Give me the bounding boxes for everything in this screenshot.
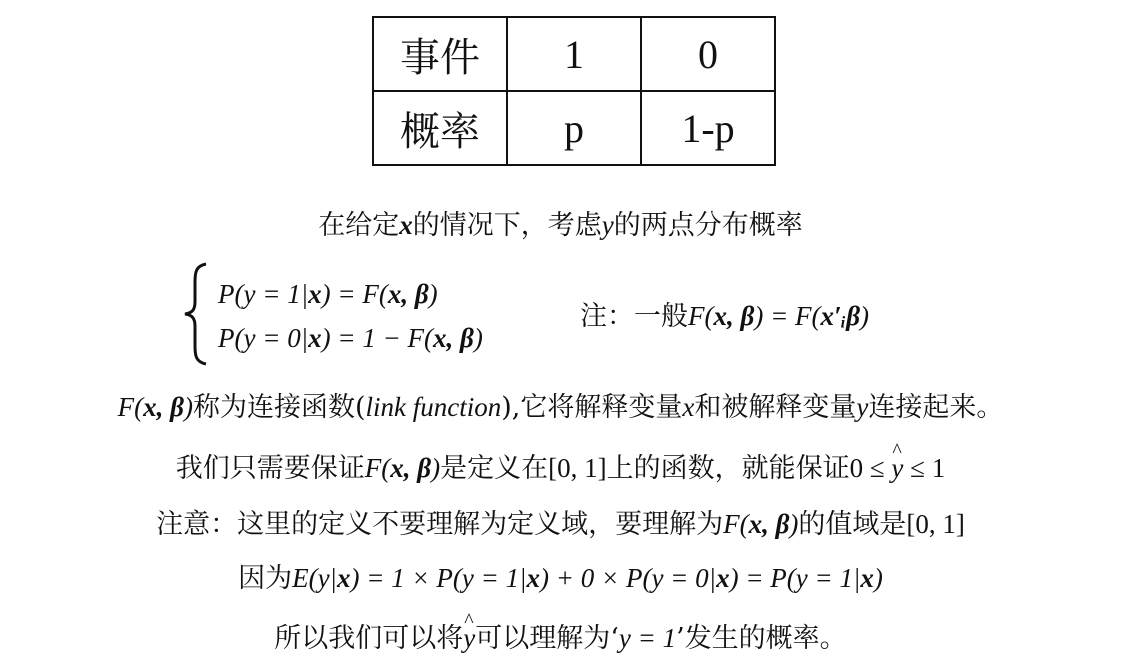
equation-1 [218,276,438,313]
eq-part: F( [723,509,749,539]
line-text: 和被解释变量 [694,392,857,423]
math-xi-beta: x′ᵢβ [820,301,861,331]
note-line [0,506,1121,543]
link-function-line [0,389,1121,426]
eq-part: ) = F( [321,279,388,309]
line-text: 称为连接函数( [192,392,366,423]
line-text: 上的函数，就能保证 [606,453,850,484]
eq-part: ) [428,279,438,309]
eq-part: ) [873,563,883,593]
line-text: 注意：这里的定义不要理解为定义域，要理解为 [156,509,724,540]
math-x: x [716,563,730,593]
math-x: x [308,323,322,353]
inequality-right: ≤ 1 [903,453,946,483]
eq-part: ) [789,509,799,539]
intro-text: 在给定 [318,210,400,241]
line-text: 的值域是 [798,509,907,540]
table-cell: 概率 [373,91,507,165]
eq-part: ) [473,323,483,353]
math-x-beta: x, β [390,453,432,483]
table-cell: 1 [507,17,641,91]
interval: [0, 1] [548,453,607,483]
line-text: 可以理解为‘ [475,623,619,654]
eq-part: P(y = 1| [218,279,309,309]
table-cell: 1-p [641,91,775,165]
eq-part: ) = P(y = 1| [729,563,861,593]
eq-part: ) = 1 × P(y = 1| [350,563,527,593]
line-text: 我们只需要保证 [175,453,365,484]
math-x: x [526,563,541,593]
guarantee-line [0,450,1121,487]
eq-part: ) = F( [754,301,821,331]
equation-note [580,298,869,335]
math-x-beta: x, β [713,301,755,331]
line-text: 因为 [238,563,293,594]
intro-text: 的两点分布概率 [613,210,803,241]
y-hat: ^ y [463,620,475,656]
math-x-beta: x, β [433,323,474,353]
eq-part: F( [688,301,714,331]
table-row [373,91,775,165]
eq-part: ) = 1 − F( [321,323,434,353]
line-text: ’发生的概率。 [676,623,847,654]
intro-text: 的情况下，考虑 [412,210,602,241]
math-x: x [308,279,322,309]
note-label: 注：一般 [580,301,688,332]
link-function-term: link function [365,392,502,422]
equation-2 [218,320,483,357]
left-brace-icon [182,262,210,366]
table-cell: 事件 [373,17,507,91]
eq-part: E(y| [292,563,337,593]
y-hat: ^ y [891,450,903,486]
math-y: y [856,392,869,422]
math-x: x [860,563,874,593]
interval: [0, 1] [906,509,965,539]
intro-line [0,207,1121,244]
eq-part: ) [860,301,870,331]
probability-table [372,16,776,166]
eq-part: P(y = 0| [218,323,309,353]
math-y-eq-1: y = 1 [618,623,677,653]
line-text: 所以我们可以将 [274,623,464,654]
math-x: x [682,392,695,422]
math-x-beta: x, β [143,392,184,422]
conclusion-line [0,620,1121,657]
line-text: 连接起来。 [868,392,1004,423]
line-text: ),它将解释变量 [501,392,683,423]
table-cell: 0 [641,17,775,91]
math-x-beta: x, β [387,279,429,309]
math-y: y [601,210,614,240]
eq-part: ) [431,453,441,483]
eq-part: ) [183,392,193,422]
math-x: x [399,210,413,240]
eq-part: F( [117,392,144,422]
table-cell: p [507,91,641,165]
table-row [373,17,775,91]
eq-part: ) + 0 × P(y = 0| [540,563,717,593]
math-x-beta: x, β [748,509,790,539]
math-x: x [336,563,351,593]
inequality-left: 0 ≤ [849,453,892,483]
expectation-line [0,560,1121,597]
equation-system [182,262,982,370]
line-text: 是定义在 [440,453,549,484]
eq-part: F( [364,453,391,483]
